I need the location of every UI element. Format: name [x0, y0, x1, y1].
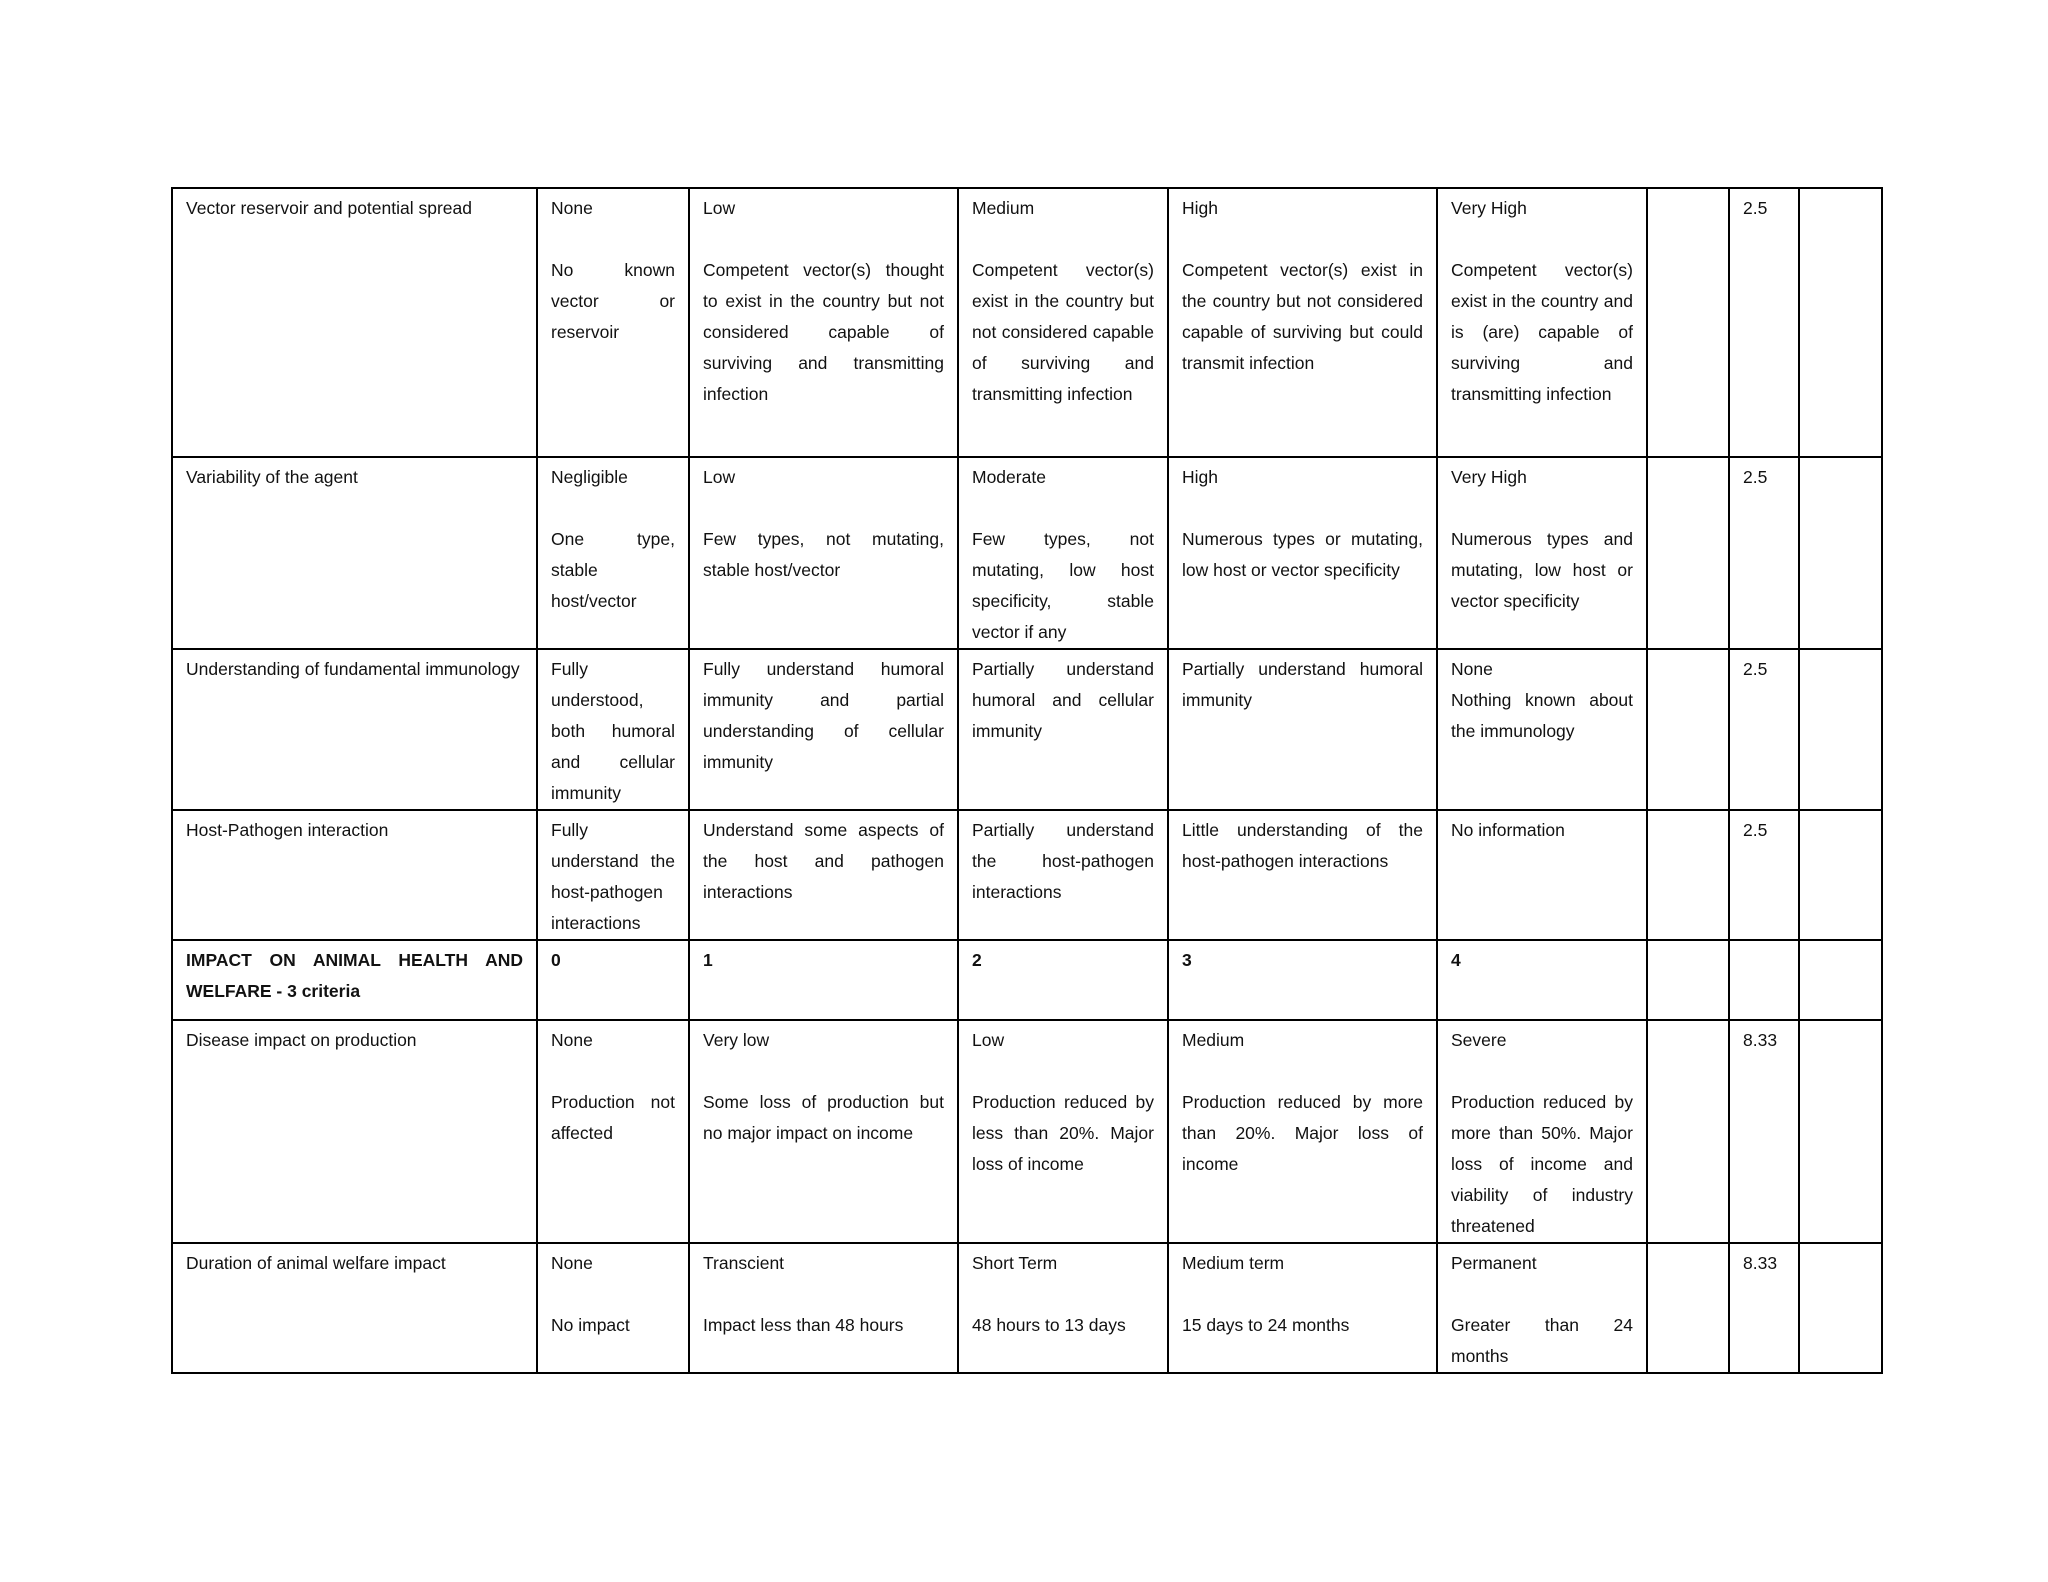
- level-cell-2: [958, 940, 1168, 1020]
- level-description: 3: [1182, 950, 1192, 970]
- criterion-name-cell: Disease impact on production: [172, 1020, 537, 1243]
- weighted-score-cell: [1799, 1243, 1882, 1373]
- weighted-score-cell: [1799, 940, 1882, 1020]
- score-cell: [1647, 810, 1729, 940]
- weight-cell: [1729, 940, 1799, 1020]
- level-description: Impact less than 48 hours: [703, 1315, 904, 1335]
- level-label: High: [1182, 198, 1218, 218]
- level-cell-4: [1437, 457, 1647, 649]
- level-cell-0: [537, 188, 689, 457]
- score-cell: [1647, 1243, 1729, 1373]
- criteria-table: [171, 187, 1883, 1374]
- level-cell-2: [958, 1243, 1168, 1373]
- criterion-row: [172, 188, 1882, 457]
- criterion-name-cell: Host-Pathogen interaction: [172, 810, 537, 940]
- level-cell-2: [958, 810, 1168, 940]
- level-description: Fully understand humoral immunity and partial understanding of cellular immunity: [703, 659, 944, 772]
- level-label: Very low: [703, 1030, 770, 1050]
- level-description: Understand some aspects of the host and pathogen interactions: [703, 820, 944, 902]
- level-cell-4: [1437, 1243, 1647, 1373]
- level-label: Medium: [1182, 1030, 1245, 1050]
- level-label: Medium: [972, 198, 1035, 218]
- level-cell-2: [958, 1020, 1168, 1243]
- level-description: Little understanding of the host-pathogen interactions: [1182, 820, 1423, 871]
- level-description: Some loss of production but no major impact on income: [703, 1092, 944, 1143]
- level-cell-4: [1437, 188, 1647, 457]
- level-description: No impact: [551, 1315, 630, 1335]
- level-description: Fully understood, both humoral and cellular immunity: [551, 659, 675, 803]
- weight-cell: 2.5: [1729, 649, 1799, 810]
- level-description: No information: [1451, 820, 1565, 840]
- level-description: Production reduced by less than 20%. Major loss of income: [972, 1092, 1154, 1174]
- level-cell-3: [1168, 649, 1437, 810]
- level-cell-4: [1437, 1020, 1647, 1243]
- weighted-score-cell: [1799, 1020, 1882, 1243]
- score-cell: [1647, 1020, 1729, 1243]
- criterion-row: [172, 649, 1882, 810]
- level-description: 15 days to 24 months: [1182, 1315, 1350, 1335]
- level-label: Low: [972, 1030, 1005, 1050]
- criterion-row: [172, 1020, 1882, 1243]
- level-description: Competent vector(s) exist in the country and is (are) capable of surviving and transmitting infection: [1451, 260, 1633, 404]
- level-cell-3: [1168, 188, 1437, 457]
- section-header-row: [172, 940, 1882, 1020]
- level-label: Transcient: [703, 1253, 785, 1273]
- level-label: None: [551, 1030, 593, 1050]
- level-description: Partially understand humoral immunity: [1182, 659, 1423, 710]
- criterion-name-cell: Understanding of fundamental immunology: [172, 649, 537, 810]
- level-description: No known vector or reservoir: [551, 260, 675, 342]
- level-description: Fully understand the host-pathogen interactions: [551, 820, 675, 933]
- weighted-score-cell: [1799, 649, 1882, 810]
- level-cell-1: [689, 188, 958, 457]
- level-cell-1: [689, 940, 958, 1020]
- weight-cell: 2.5: [1729, 810, 1799, 940]
- level-description: Competent vector(s) exist in the country but not considered capable of surviving but could transmit infection: [1182, 260, 1423, 373]
- level-cell-2: [958, 649, 1168, 810]
- level-cell-4: [1437, 810, 1647, 940]
- level-description: Numerous types and mutating, low host or vector specificity: [1451, 529, 1633, 611]
- level-cell-2: [958, 188, 1168, 457]
- level-cell-1: [689, 649, 958, 810]
- level-description: 1: [703, 950, 713, 970]
- weight-cell: 2.5: [1729, 457, 1799, 649]
- level-cell-3: [1168, 940, 1437, 1020]
- level-label: None: [551, 1253, 593, 1273]
- level-description: Partially understand humoral and cellular immunity: [972, 659, 1154, 741]
- level-label: Severe: [1451, 1030, 1507, 1050]
- level-cell-0: [537, 940, 689, 1020]
- level-label: None: [551, 198, 593, 218]
- criterion-row: [172, 1243, 1882, 1373]
- criterion-name-cell: Variability of the agent: [172, 457, 537, 649]
- level-label: Moderate: [972, 467, 1046, 487]
- level-cell-3: [1168, 810, 1437, 940]
- criterion-name-cell: Duration of animal welfare impact: [172, 1243, 537, 1373]
- level-label: Low: [703, 467, 736, 487]
- score-cell: [1647, 649, 1729, 810]
- level-description: 2: [972, 950, 982, 970]
- level-cell-1: [689, 457, 958, 649]
- level-description: Numerous types or mutating, low host or vector specificity: [1182, 529, 1423, 580]
- level-cell-1: [689, 1020, 958, 1243]
- table-body: [172, 188, 1882, 1373]
- level-description: 4: [1451, 950, 1461, 970]
- level-description: Production reduced by more than 20%. Major loss of income: [1182, 1092, 1423, 1174]
- level-description: Competent vector(s) exist in the country but not considered capable of surviving and transmitting infection: [972, 260, 1154, 404]
- level-description: Competent vector(s) thought to exist in the country but not considered capable of surviving and transmitting infection: [703, 260, 944, 404]
- level-description: Few types, not mutating, low host specificity, stable vector if any: [972, 529, 1154, 642]
- section-title-cell: IMPACT ON ANIMAL HEALTH AND WELFARE - 3 criteria: [172, 940, 537, 1020]
- level-label: Medium term: [1182, 1253, 1285, 1273]
- level-cell-2: [958, 457, 1168, 649]
- weight-cell: 8.33: [1729, 1020, 1799, 1243]
- weighted-score-cell: [1799, 457, 1882, 649]
- level-description: 48 hours to 13 days: [972, 1315, 1126, 1335]
- level-cell-3: [1168, 457, 1437, 649]
- level-label: Very High: [1451, 198, 1527, 218]
- level-label: High: [1182, 467, 1218, 487]
- level-cell-3: [1168, 1020, 1437, 1243]
- level-cell-0: [537, 457, 689, 649]
- level-cell-4: [1437, 649, 1647, 810]
- level-description: Production reduced by more than 50%. Major loss of income and viability of industry threatened: [1451, 1092, 1633, 1236]
- level-cell-0: [537, 810, 689, 940]
- score-cell: [1647, 457, 1729, 649]
- weighted-score-cell: [1799, 810, 1882, 940]
- level-label: Permanent: [1451, 1253, 1537, 1273]
- level-description: None Nothing known about the immunology: [1451, 659, 1633, 741]
- level-cell-4: [1437, 940, 1647, 1020]
- level-label: Negligible: [551, 467, 628, 487]
- level-cell-1: [689, 810, 958, 940]
- criterion-row: [172, 457, 1882, 649]
- weight-cell: 8.33: [1729, 1243, 1799, 1373]
- level-label: Very High: [1451, 467, 1527, 487]
- score-cell: [1647, 940, 1729, 1020]
- level-cell-0: [537, 1020, 689, 1243]
- score-cell: [1647, 188, 1729, 457]
- level-label: Low: [703, 198, 736, 218]
- level-description: Partially understand the host-pathogen interactions: [972, 820, 1154, 902]
- weight-cell: 2.5: [1729, 188, 1799, 457]
- level-description: Greater than 24 months: [1451, 1315, 1633, 1366]
- criterion-row: [172, 810, 1882, 940]
- criterion-name-cell: Vector reservoir and potential spread: [172, 188, 537, 457]
- level-cell-1: [689, 1243, 958, 1373]
- level-description: One type, stable host/vector: [551, 529, 675, 611]
- level-description: 0: [551, 950, 561, 970]
- level-label: Short Term: [972, 1253, 1058, 1273]
- weighted-score-cell: [1799, 188, 1882, 457]
- level-description: Few types, not mutating, stable host/vector: [703, 529, 944, 580]
- level-description: Production not affected: [551, 1092, 675, 1143]
- level-cell-0: [537, 1243, 689, 1373]
- level-cell-0: [537, 649, 689, 810]
- level-cell-3: [1168, 1243, 1437, 1373]
